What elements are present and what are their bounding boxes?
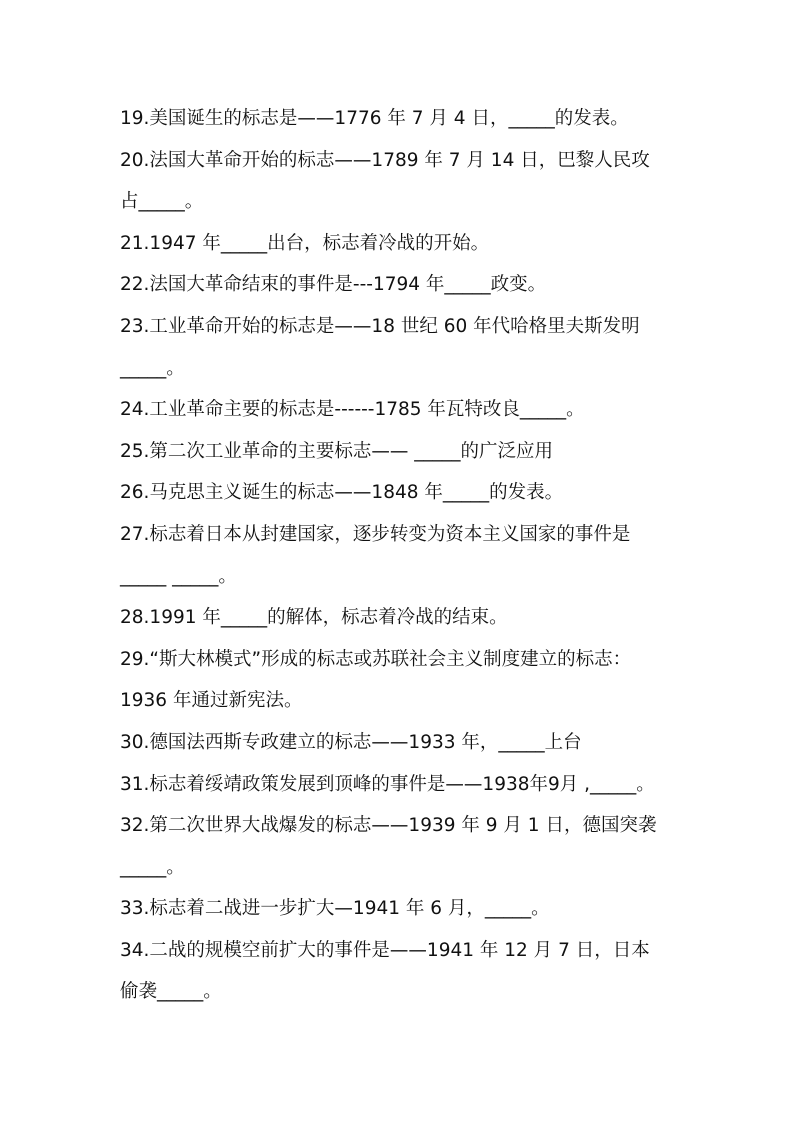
text-line-8: 24.工业革命主要的标志是------1785 年瓦特改良_____。 bbox=[120, 399, 585, 421]
text-line-7: _____。 bbox=[120, 357, 185, 379]
text-line-3: 占_____。 bbox=[120, 191, 204, 213]
text-line-17: 31.标志着绥靖政策发展到顶峰的事件是——1938年9月 ,_____。 bbox=[120, 773, 655, 795]
question-list bbox=[120, 103, 690, 1018]
text-line-6: 23.工业革命开始的标志是——18 世纪 60 年代哈格里夫斯发明 bbox=[120, 315, 640, 337]
text-line-14: 29.“斯大林模式”形成的标志或苏联社会主义制度建立的标志： bbox=[120, 648, 632, 670]
text-line-15: 1936 年通过新宪法。 bbox=[120, 690, 303, 712]
text-line-9: 25.第二次工业革命的主要标志—— _____的广泛应用 bbox=[120, 440, 554, 462]
text-line-21: 34.二战的规模空前扩大的事件是——1941 年 12 月 7 日，日本 bbox=[120, 939, 650, 961]
text-line-11: 27.标志着日本从封建国家，逐步转变为资本主义国家的事件是 bbox=[120, 523, 631, 545]
text-line-20: 33.标志着二战进一步扩大—1941 年 6 月，_____。 bbox=[120, 898, 550, 920]
text-line-2: 20.法国大革命开始的标志——1789 年 7 月 14 日，巴黎人民攻 bbox=[120, 149, 650, 171]
text-line-1: 19.美国诞生的标志是——1776 年 7 月 4 日，_____的发表。 bbox=[120, 108, 629, 129]
text-line-19: _____。 bbox=[120, 856, 185, 878]
text-line-22: 偷袭_____。 bbox=[120, 981, 222, 1003]
text-line-16: 30.德国法西斯专政建立的标志——1933 年，_____上台 bbox=[120, 731, 582, 753]
text-line-18: 32.第二次世界大战爆发的标志——1939 年 9 月 1 日，德国突袭 bbox=[120, 815, 657, 837]
text-line-12: _____ _____。 bbox=[120, 565, 237, 587]
text-line-4: 21.1947 年_____出台，标志着冷战的开始。 bbox=[120, 232, 490, 254]
text-line-13: 28.1991 年_____的解体，标志着冷战的结束。 bbox=[120, 607, 508, 629]
text-line-5: 22.法国大革命结束的事件是---1794 年_____政变。 bbox=[120, 274, 547, 296]
text-line-10: 26.马克思主义诞生的标志——1848 年_____的发表。 bbox=[120, 482, 564, 504]
